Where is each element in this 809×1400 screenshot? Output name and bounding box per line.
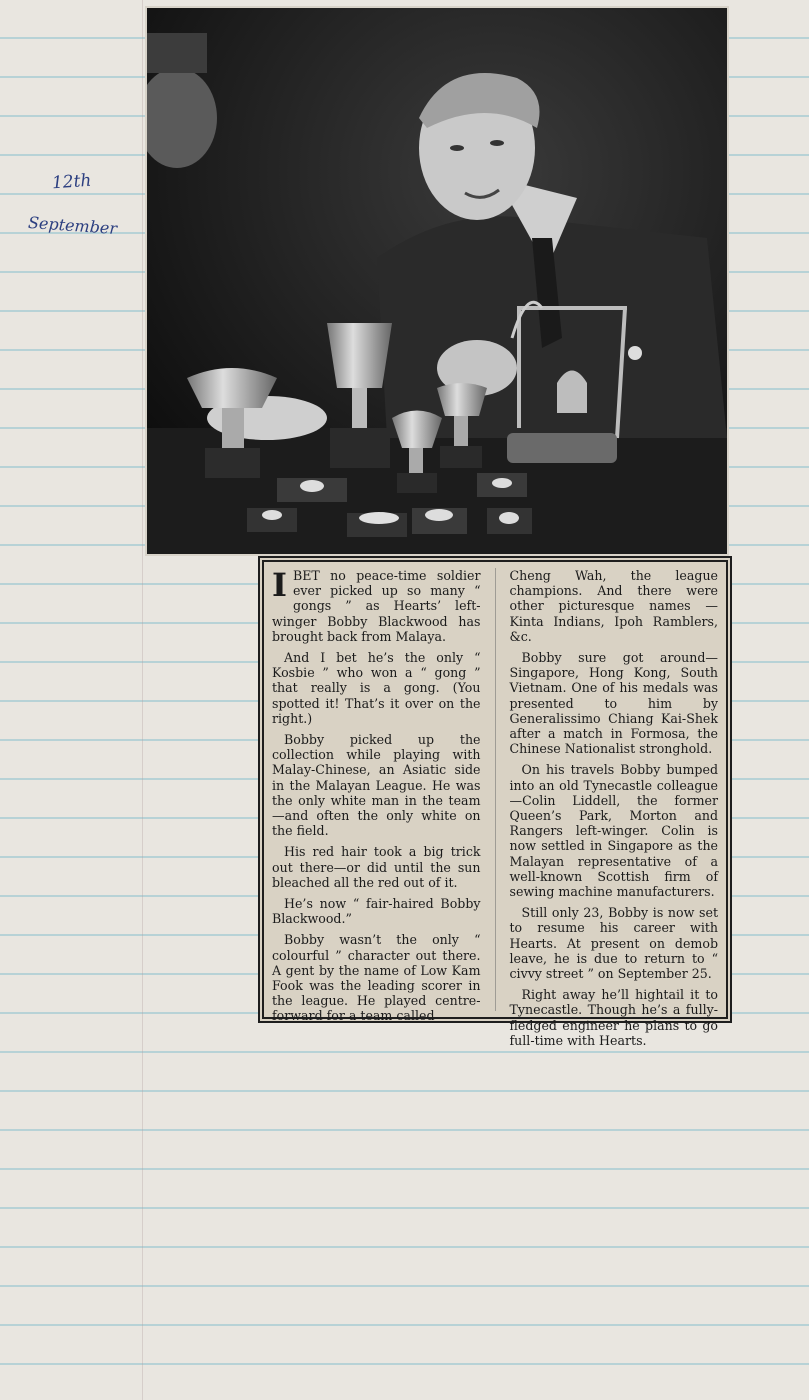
article-paragraph: On his travels Bobby bumped into an old Tynecastle colleague—Colin Liddell, the former Queen’s Park, Morton and Rangers left-winger. Colin is now settled in Singapore as the Malayan representative of a well-known Scottish firm of sewing machine manufacturers. [509, 762, 719, 900]
article-paragraph: Still only 23, Bobby is now set to resume his career with Hearts. At present on demob leave, he is due to return to “ civvy street ” on September 25. [509, 905, 719, 982]
article-column-2 [509, 568, 719, 1048]
article-text: BET no peace-time soldier ever picked up so many “ gongs ” as Hearts’ left-winger Bobby Blackwood has brought back from Malaya. [272, 568, 481, 644]
article-paragraph: Bobby wasn’t the only “ colourful ” character out there. A gent by the name of Low Kam Fook was the leading scorer in the league. He played centre-forward for a team called [272, 932, 481, 1024]
article-paragraph [272, 568, 481, 644]
article-body [272, 566, 719, 1048]
article-paragraph: Cheng Wah, the league champions. And there were other picturesque names — Kinta Indians, Ipoh Ramblers, &c. [509, 568, 719, 644]
article-paragraph: His red hair took a big trick out there—or did until the sun bleached all the red out of it. [272, 844, 481, 890]
newspaper-article [258, 556, 732, 1048]
photo-man-with-trophies-icon [147, 8, 727, 554]
drop-cap: I [272, 566, 287, 604]
newspaper-photo [147, 8, 727, 554]
article-paragraph: Bobby picked up the collection while playing with Malay-Chinese, an Asiatic side in the Malayan League. He was the only white man in the team—and often the only white on the field. [272, 732, 481, 839]
article-paragraph: He’s now “ fair-haired Bobby Blackwood.” [272, 896, 481, 927]
article-paragraph: Bobby sure got around—Singapore, Hong Kong, South Vietnam. One of his medals was presented to him by Generalissimo Chiang Kai-Shek after a match in Formosa, the Chinese Nationalist stronghold. [509, 650, 719, 757]
column-divider [495, 568, 496, 1011]
article-column-1 [272, 566, 481, 1024]
article-paragraph: Right away he’ll hightail it to Tynecastle. Though he’s a fully-fledged engineer he plans to go full-time with Hearts. [509, 987, 719, 1048]
margin-line [142, 0, 143, 1400]
handwritten-date: 12th [51, 170, 93, 194]
handwritten-month: September [27, 212, 118, 239]
article-paragraph: And I bet he’s the only “ Kosbie ” who won a “ gong ” that really is a gong. (You spotted it! That’s it over on the right.) [272, 650, 481, 726]
